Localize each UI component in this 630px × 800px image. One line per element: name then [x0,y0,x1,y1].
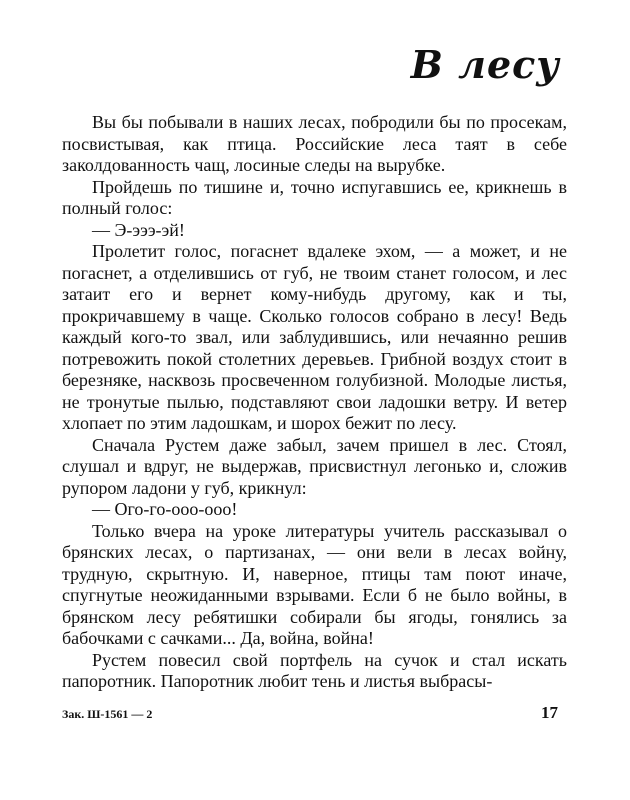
chapter-body [62,112,567,693]
chapter-title: В лесу [410,42,560,87]
page-number: 17 [541,703,558,722]
paragraph-3: — Э-эээ-эй! [92,219,185,240]
paragraph-4: Пролетит голос, погаснет вдалеке эхом, — а может, и не погаснет, а отделившись от губ, не твоим станет голосом, и лес затаит его и вернет кому-нибудь другому, как и ты, прокричавшему в чаще. Сколько голосов собрано в лесу! Ведь каждый кого-то звал, или заблудившись, или нечаянно решив потревожить покой столетних деревьев. Грибной воздух стоит в березняке, насквозь просвеченном голубизной. Молодые листья, не тронутые пылью, подставляют свои ладошки ветру. И ветер хлопает по этим ладошкам, и шорох бежит по лесу. [62,241,567,433]
paragraph-7: Только вчера на уроке литературы учитель рассказывал о брянских лесах, о партизанах, — они вели в лесах войну, трудную, скрытную. И, наверное, птицы там поют иначе, спугнутые неожиданными взрывами. Если б не было войны, в брянском лесу ребятишки собирали бы ягоды, гонялись за бабочками с сачками... Да, война, война! [62,520,567,648]
paragraph-1: Вы бы побывали в наших лесах, побродили бы по просекам, посвистывая, как птица. Российские леса таят в себе заколдованность чащ, лосиные следы на вырубке. [62,112,567,175]
page-footer [62,703,558,723]
printing-order-number: Зак. Ш-1561 — 2 [62,707,153,721]
paragraph-2: Пройдешь по тишине и, точно испугавшись ее, крикнешь в полный голос: [62,176,567,218]
paragraph-5: Сначала Рустем даже забыл, зачем пришел в лес. Стоял, слушал и вдруг, не выдержав, присвистнул легонько и, сложив рупором ладони у губ, крикнул: [62,434,567,498]
paragraph-8: Рустем повесил свой портфель на сучок и стал искать папоротник. Папоротник любит тень и листья выбрасы- [62,649,567,691]
paragraph-6: — Ого-го-ооо-ооо! [92,499,238,519]
